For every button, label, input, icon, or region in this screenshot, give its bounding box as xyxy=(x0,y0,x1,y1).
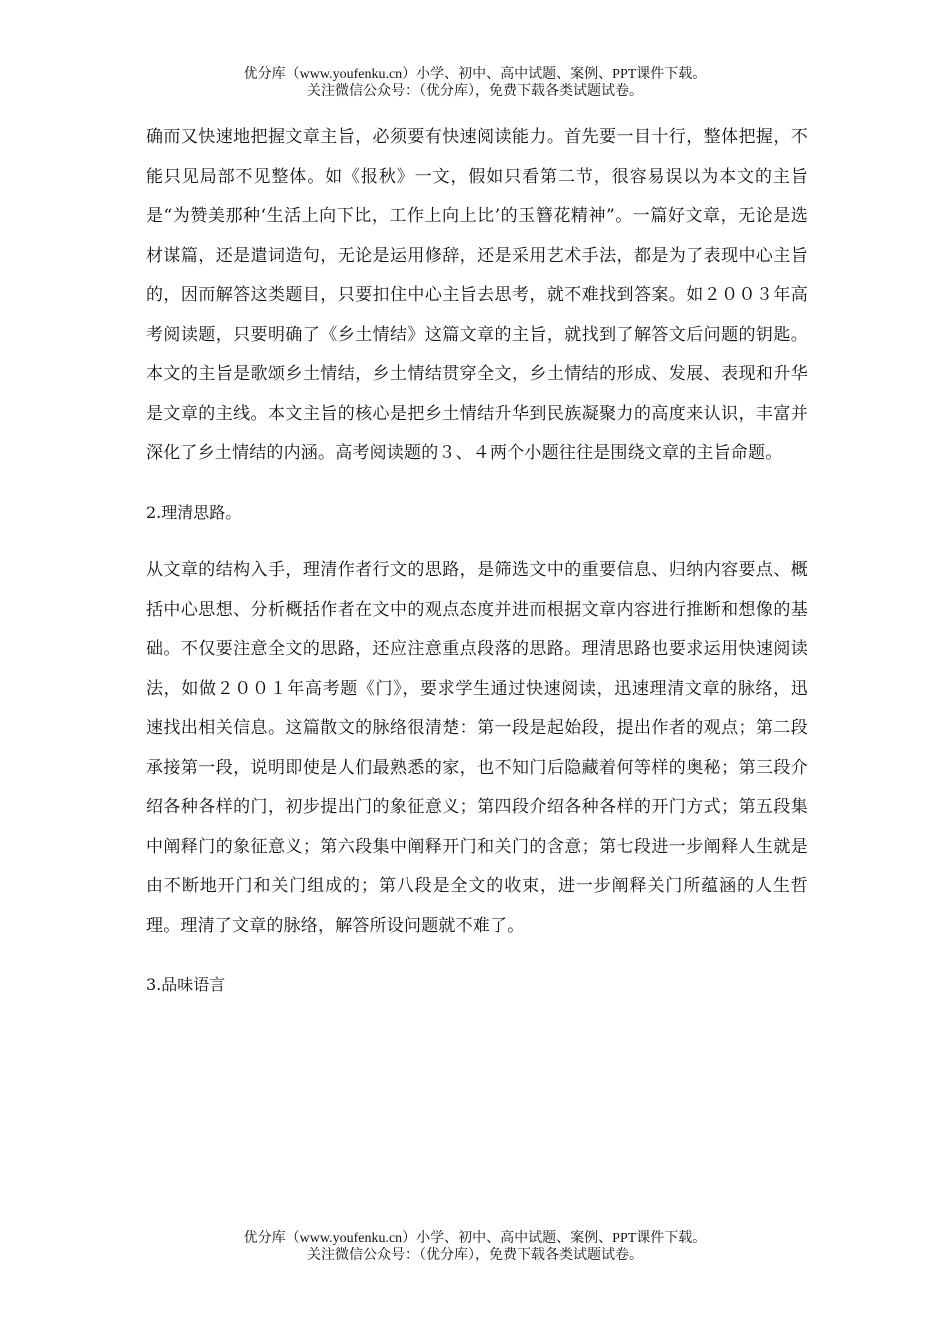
page-footer xyxy=(0,1230,950,1264)
header-line-1: 优分库（www.youfenku.cn）小学、初中、高中试题、案例、PPT课件下载。 xyxy=(243,67,707,82)
document-body xyxy=(146,118,808,1005)
section-heading-savor-language: 3.品味语言 xyxy=(146,975,226,994)
footer-line-2: 关注微信公众号：（优分库），免费下载各类试题试卷。 xyxy=(307,1248,643,1263)
header-line-2: 关注微信公众号：（优分库），免费下载各类试题试卷。 xyxy=(307,84,643,99)
paragraph-main-idea: 确而又快速地把握文章主旨，必须要有快速阅读能力。首先要一目十行，整体把握，不能只见局部不见整体。如《报秋》一文，假如只看第二节，很容易误以为本文的主旨是“为赞美那种‘生活上向下比，工作上向上比’的玉簪花精神”。一篇好文章，无论是选材谋篇，还是遣词造句，无论是运用修辞，还是采用艺术手法，都是为了表现中心主旨的，因而解答这类题目，只要扣住中心主旨去思考，就不难找到答案。如２００３年高考阅读题，只要明确了《乡土情结》这篇文章的主旨，就找到了解答文后问题的钥匙。本文的主旨是歌颂乡土情结，乡土情结贯穿全文，乡土情结的形成、发展、表现和升华是文章的主线。本文主旨的核心是把乡土情结升华到民族凝聚力的高度来认识，丰富并深化了乡土情结的内涵。高考阅读题的３、４两个小题往往是围绕文章的主旨命题。 xyxy=(146,127,808,463)
paragraph-clarify-thoughts: 从文章的结构入手，理清作者行文的思路，是筛选文中的重要信息、归纳内容要点、概括中心思想、分析概括作者在文中的观点态度并进而根据文章内容进行推断和想像的基础。不仅要注意全文的思路，还应注意重点段落的思路。理清思路也要求运用快速阅读法，如做２００１年高考题《门》，要求学生通过快速阅读，迅速理清文章的脉络，迅速找出相关信息。这篇散文的脉络很清楚：第一段是起始段，提出作者的观点；第二段承接第一段，说明即使是人们最熟悉的家，也不知门后隐藏着何等样的奥秘；第三段介绍各种各样的门，初步提出门的象征意义；第四段介绍各种各样的开门方式；第五段集中阐释门的象征意义；第六段集中阐释开门和关门的含意；第七段进一步阐释人生就是由不断地开门和关门组成的；第八段是全文的收束，进一步阐释关门所蕴涵的人生哲理。理清了文章的脉络，解答所设问题就不难了。 xyxy=(146,560,808,936)
section-heading-clarify-thoughts: 2.理清思路。 xyxy=(146,502,242,522)
page-header xyxy=(0,66,950,100)
footer-line-1: 优分库（www.youfenku.cn）小学、初中、高中试题、案例、PPT课件下载。 xyxy=(243,1231,707,1246)
